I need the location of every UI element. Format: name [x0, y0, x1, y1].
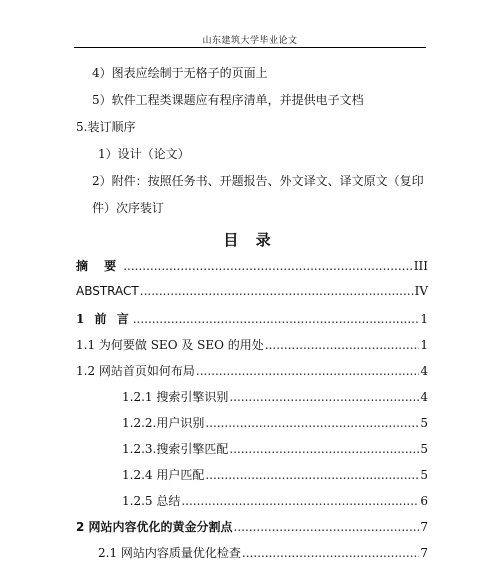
body-line: 2）附件：按照任务书、开题报告、外文译文、译文原文（复印: [92, 174, 424, 188]
body-line: 1）设计（论文）: [98, 147, 190, 161]
toc-entry-label: 1.2.3.搜索引擎匹配: [122, 442, 229, 456]
toc-entry-label: 2.1 网站内容质量优化检查: [98, 546, 241, 560]
toc-entry[interactable]: [76, 310, 428, 327]
toc-entry-page: 6: [420, 494, 428, 508]
toc-entry-page: 1: [420, 312, 428, 326]
toc-entry[interactable]: [76, 284, 428, 298]
toc-entry-page: 7: [420, 546, 428, 560]
toc-entry-label: ABSTRACT: [76, 284, 139, 298]
running-header: 山东建筑大学毕业论文: [202, 36, 298, 46]
toc-entry[interactable]: [122, 388, 428, 405]
toc-entry-page: 5: [420, 416, 428, 430]
toc-entry-label: 2 网站内容优化的黄金分割点: [76, 520, 233, 534]
toc-title: 目 录: [223, 231, 277, 249]
toc-entry-page: 5: [420, 468, 428, 482]
toc-leader: [242, 546, 419, 560]
toc-entry-label: 摘 要: [76, 259, 123, 273]
toc-entry-page: 1: [420, 338, 428, 352]
toc-leader: [205, 416, 419, 430]
toc-entry[interactable]: [122, 492, 428, 509]
toc-entry-page: 4: [420, 390, 428, 404]
toc-entry-page: 7: [420, 520, 428, 534]
toc-leader: [123, 259, 413, 273]
toc-entry[interactable]: [122, 466, 428, 483]
body-line: 5）软件工程类课题应有程序清单，并提供电子文档: [92, 93, 364, 107]
toc-leader: [181, 494, 419, 508]
toc-entry-label: 1.2.1 搜索引擎识别: [122, 390, 229, 404]
toc-entry-label: 1.2 网站首页如何布局: [76, 364, 195, 378]
toc-leader: [196, 364, 419, 378]
toc-entry-label: 1.2.2.用户识别: [122, 416, 205, 430]
toc-entry-page: III: [413, 259, 428, 273]
toc-leader: [229, 390, 419, 404]
toc-entry-label: 1.2.4 用户匹配: [122, 468, 205, 482]
body-line: 4）图表应绘制于无格子的页面上: [92, 66, 268, 80]
toc-entry-page: 4: [420, 364, 428, 378]
toc-leader: [140, 284, 414, 298]
toc-leader: [205, 468, 419, 482]
toc-entry[interactable]: [76, 518, 428, 535]
toc-entry[interactable]: [76, 257, 428, 274]
toc-leader: [133, 312, 420, 326]
toc-entry-page: IV: [414, 284, 428, 298]
toc-entry-label: 1.1 为何要做 SEO 及 SEO 的用处: [76, 338, 264, 352]
toc-entry-label: 1 前 言: [76, 312, 132, 326]
section-heading: 5.装订顺序: [76, 120, 136, 134]
toc-leader: [234, 520, 420, 534]
toc-leader: [229, 442, 419, 456]
toc-entry-label: 1.2.5 总结: [122, 494, 181, 508]
toc-entry[interactable]: [76, 336, 428, 353]
toc-entry[interactable]: [98, 544, 428, 561]
toc-entry[interactable]: [76, 362, 428, 379]
toc-leader: [265, 338, 420, 352]
toc-entry[interactable]: [122, 414, 428, 431]
body-line: 件）次序装订: [92, 201, 165, 215]
toc-entry-page: 5: [420, 442, 428, 456]
header-divider: [74, 47, 426, 48]
toc-entry[interactable]: [122, 440, 428, 457]
